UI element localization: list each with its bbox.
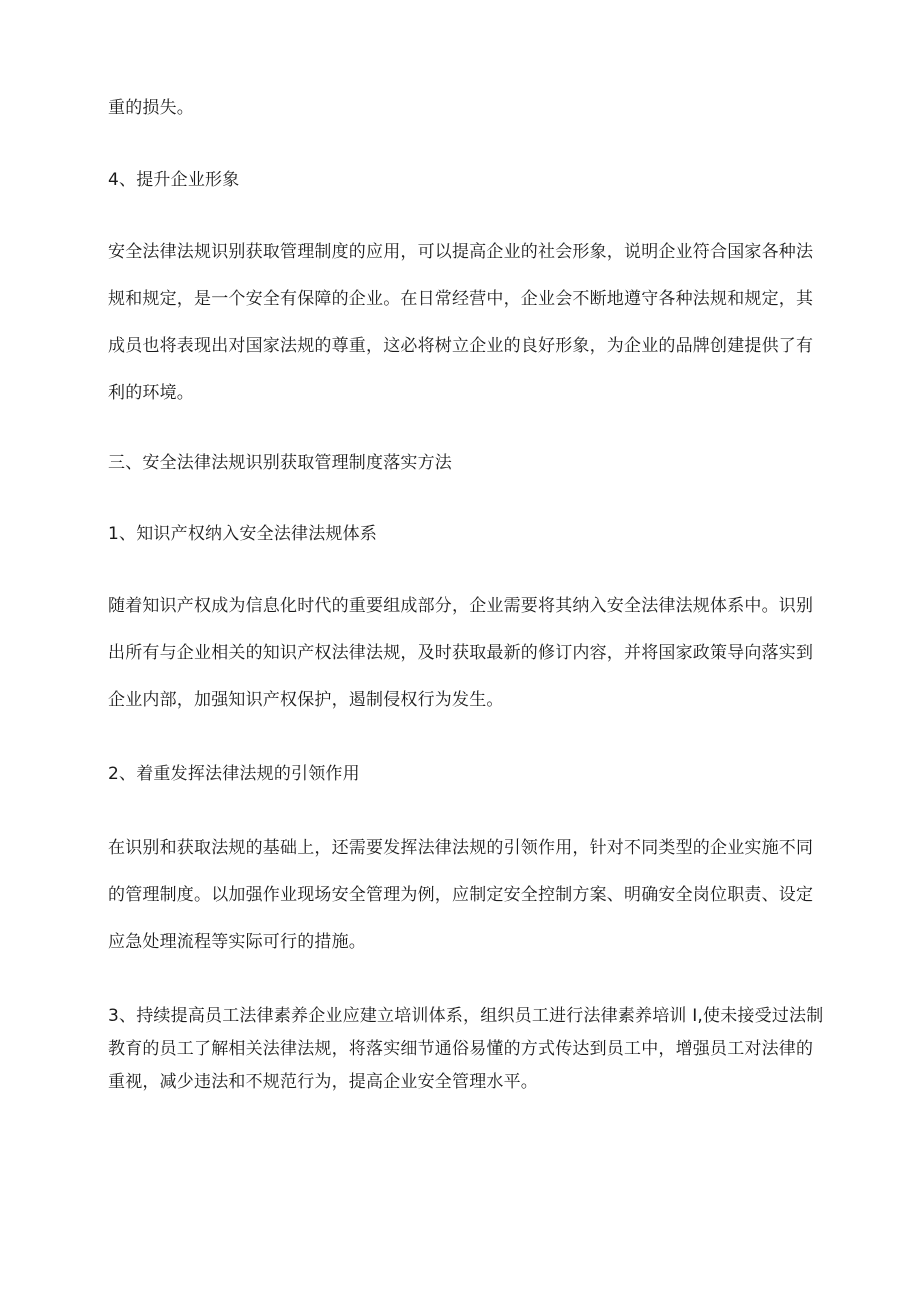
paragraph-line: 应急处理流程等实际可行的措施。	[108, 932, 366, 952]
section-heading-1: 1、知识产权纳入安全法律法规体系	[108, 524, 378, 544]
section-heading-4: 4、提升企业形象	[108, 170, 240, 190]
chapter-heading-3: 三、安全法律法规识别获取管理制度落实方法	[108, 453, 452, 473]
paragraph-line: 重视，减少违法和不规范行为，提高企业安全管理水平。	[108, 1072, 538, 1092]
paragraph-line: 成员也将表现出对国家法规的尊重，这必将树立企业的良好形象，为企业的品牌创建提供了有	[108, 336, 814, 356]
paragraph-line: 的管理制度。以加强作业现场安全管理为例，应制定安全控制方案、明确安全岗位职责、设定	[108, 885, 814, 905]
paragraph-tail-line: 重的损失。	[108, 98, 194, 118]
paragraph-line: 教育的员工了解相关法律法规，将落实细节通俗易懂的方式传达到员工中，增强员工对法律的	[108, 1039, 814, 1059]
paragraph-line: 随着知识产权成为信息化时代的重要组成部分，企业需要将其纳入安全法律法规体系中。识别	[108, 596, 814, 616]
paragraph-line: 利的环境。	[108, 383, 194, 403]
paragraph-line: 规和规定，是一个安全有保障的企业。在日常经营中，企业会不断地遵守各种法规和规定，其	[108, 289, 814, 309]
paragraph-line: 出所有与企业相关的知识产权法律法规，及时获取最新的修订内容，并将国家政策导向落实到	[108, 643, 814, 663]
paragraph-line: 在识别和获取法规的基础上，还需要发挥法律法规的引领作用，针对不同类型的企业实施不同	[108, 838, 814, 858]
paragraph-line: 安全法律法规识别获取管理制度的应用，可以提高企业的社会形象，说明企业符合国家各种法	[108, 242, 814, 262]
paragraph-line: 3、持续提高员工法律素养企业应建立培训体系，组织员工进行法律素养培训 I,使未接受过法制	[108, 1006, 824, 1026]
paragraph-line: 企业内部，加强知识产权保护，遏制侵权行为发生。	[108, 690, 504, 710]
section-heading-2: 2、着重发挥法律法规的引领作用	[108, 764, 360, 784]
